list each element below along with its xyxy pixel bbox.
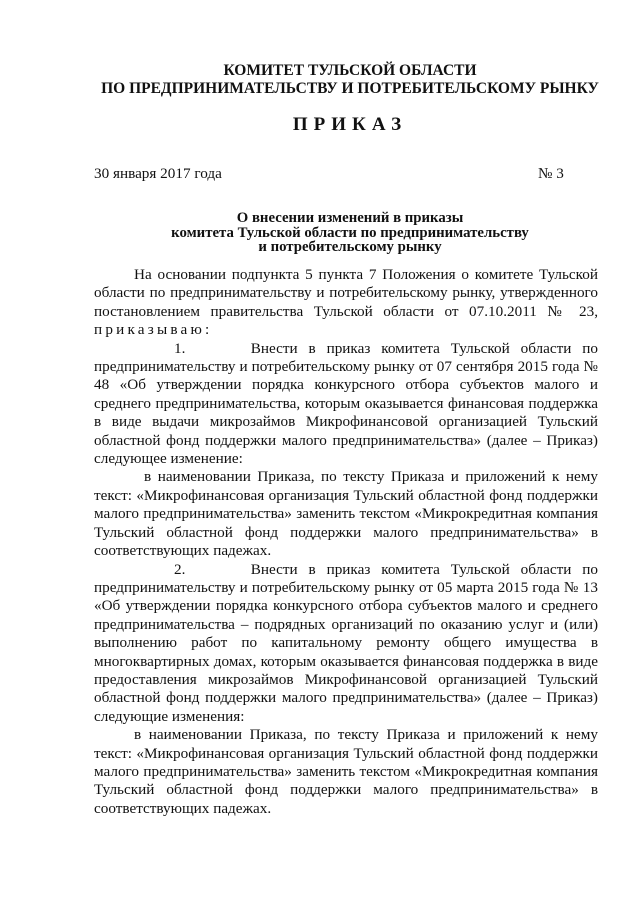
- item-1-paragraph: [94, 340, 598, 469]
- item-2-change-paragraph: в наименовании Приказа, по тексту Приказа и приложений к нему текст: «Микрофинансовая организация Тульский областной фонд поддержки малого предпринимательства» заменить текстом «Микрокредитная компания Тульский областной фонд поддержки малого предпринимательства» в соответствующих падежах.: [94, 726, 598, 817]
- item-1-text: Внести в приказ комитета Тульской области по предпринимательству и потребительскому рынку от 07 сентября 2015 года № 48 «Об утверждении порядка конкурсного отбора субъектов малого и среднего предпринимательства, которым оказывается финансовая поддержка в виде выдачи микрозаймов Микрофинансовой организацией Тульский областной фонд поддержки малого предпринимательства» (далее – Приказ) следующее изменение:: [94, 339, 598, 468]
- subject-line-1: О внесении изменений в приказы: [236, 210, 464, 226]
- item-2-paragraph: [94, 561, 598, 727]
- item-1-number: 1.: [174, 339, 186, 357]
- document-body: [94, 266, 598, 818]
- org-line-1: КОМИТЕТ ТУЛЬСКОЙ ОБЛАСТИ: [223, 62, 477, 79]
- preamble-text: На основании подпункта 5 пункта 7 Положения о комитете Тульской области по предпринимательству и потребительскому рынку, утвержденного постановлением правительства Тульской области от 07.10.2011 № 23,: [94, 266, 598, 320]
- subject-line-2: комитета Тульской области по предпринимательству: [171, 224, 529, 241]
- item-1-change-paragraph: в наименовании Приказа, по тексту Приказа и приложений к нему текст: «Микрофинансовая организация Тульский областной фонд поддержки малого предпринимательства» заменить текстом «Микрокредитная компания Тульский областной фонд поддержки малого предпринимательства» в соответствующих падежах.: [94, 468, 598, 560]
- subject-line-3: и потребительскому рынку: [258, 239, 442, 255]
- document-type-title: ПРИКАЗ: [292, 114, 408, 135]
- document-number: № 3: [538, 165, 564, 182]
- organization-name: [90, 62, 610, 98]
- preamble-paragraph: [94, 266, 598, 340]
- item-2-text: Внести в приказ комитета Тульской области по предпринимательству и потребительскому рынку от 05 марта 2015 года № 13 «Об утверждении порядка конкурсного отбора субъектов малого и среднего предпринимательства – подрядных организаций по оказанию услуг и (или) выполнению работ по капитальному ремонту общего имущества в многоквартирных домах, которым оказывается финансовая поддержка в виде предоставления микрозаймов Микрофинансовой организацией Тульский областной фонд поддержки малого предпринимательства» (далее – Приказ) следующие изменения:: [94, 560, 598, 725]
- order-word: приказываю:: [94, 321, 213, 339]
- org-line-2: ПО ПРЕДПРИНИМАТЕЛЬСТВУ И ПОТРЕБИТЕЛЬСКОМУ РЫНКУ: [101, 80, 599, 97]
- item-2-number: 2.: [174, 560, 186, 578]
- document-date: 30 января 2017 года: [94, 165, 222, 182]
- document-subject: [90, 211, 610, 255]
